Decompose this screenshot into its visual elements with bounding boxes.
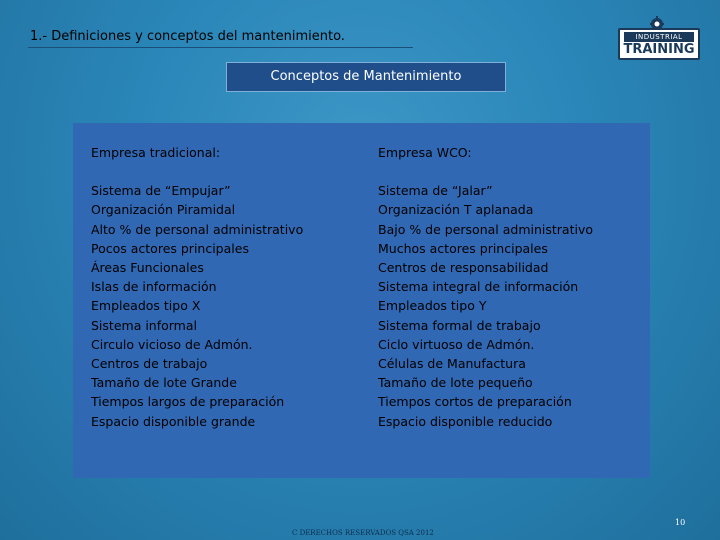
list-item: Organización T aplanada (378, 202, 534, 218)
list-item: Espacio disponible grande (91, 413, 256, 429)
list-item: Organización Piramidal (91, 202, 236, 218)
list-item: Circulo vicioso de Admón. (91, 336, 253, 352)
column-heading: Empresa tradicional: (91, 145, 221, 160)
slide-title: 1.- Definiciones y conceptos del mantenimiento. (30, 29, 345, 44)
traditional-company-column (91, 143, 366, 431)
list-item: Centros de trabajo (91, 356, 208, 372)
list-item: Sistema integral de información (378, 279, 579, 295)
list-item: Ciclo virtuoso de Admón. (378, 336, 535, 352)
list-item: Centros de responsabilidad (378, 260, 549, 276)
subtitle-box: Conceptos de Mantenimiento (226, 62, 506, 92)
list-item: Sistema formal de trabajo (378, 317, 541, 333)
list-item: Tiempos largos de preparación (91, 394, 285, 410)
comparison-panel (73, 123, 650, 478)
industrial-training-logo (618, 15, 698, 57)
logo-bottom-text: TRAINING (623, 42, 695, 57)
list-item: Empleados tipo X (91, 298, 201, 314)
list-item: Tamaño de lote pequeño (378, 375, 533, 391)
list-item: Islas de información (91, 279, 217, 295)
list-item: Bajo % de personal administrativo (378, 221, 594, 237)
page-number: 10 (675, 518, 686, 527)
logo-box (618, 28, 700, 60)
logo-top-text: INDUSTRIAL (624, 32, 694, 42)
list-item: Pocos actores principales (91, 240, 249, 256)
wco-company-column (378, 143, 648, 431)
list-item: Sistema de “Empujar” (91, 183, 231, 199)
list-item: Muchos actores principales (378, 240, 548, 256)
list-item: Sistema informal (91, 317, 197, 333)
list-item: Áreas Funcionales (91, 260, 204, 276)
title-underline (28, 47, 413, 48)
list-item: Tamaño de lote Grande (91, 375, 237, 391)
list-item: Tiempos cortos de preparación (378, 394, 572, 410)
column-heading: Empresa WCO: (378, 145, 472, 160)
list-item: Alto % de personal administrativo (91, 221, 304, 237)
list-item: Espacio disponible reducido (378, 413, 553, 429)
list-item: Empleados tipo Y (378, 298, 487, 314)
list-item: Sistema de “Jalar” (378, 183, 493, 199)
copyright-footer: C DERECHOS RESERVADOS QSA 2012 (292, 529, 434, 537)
list-item: Células de Manufactura (378, 356, 526, 372)
